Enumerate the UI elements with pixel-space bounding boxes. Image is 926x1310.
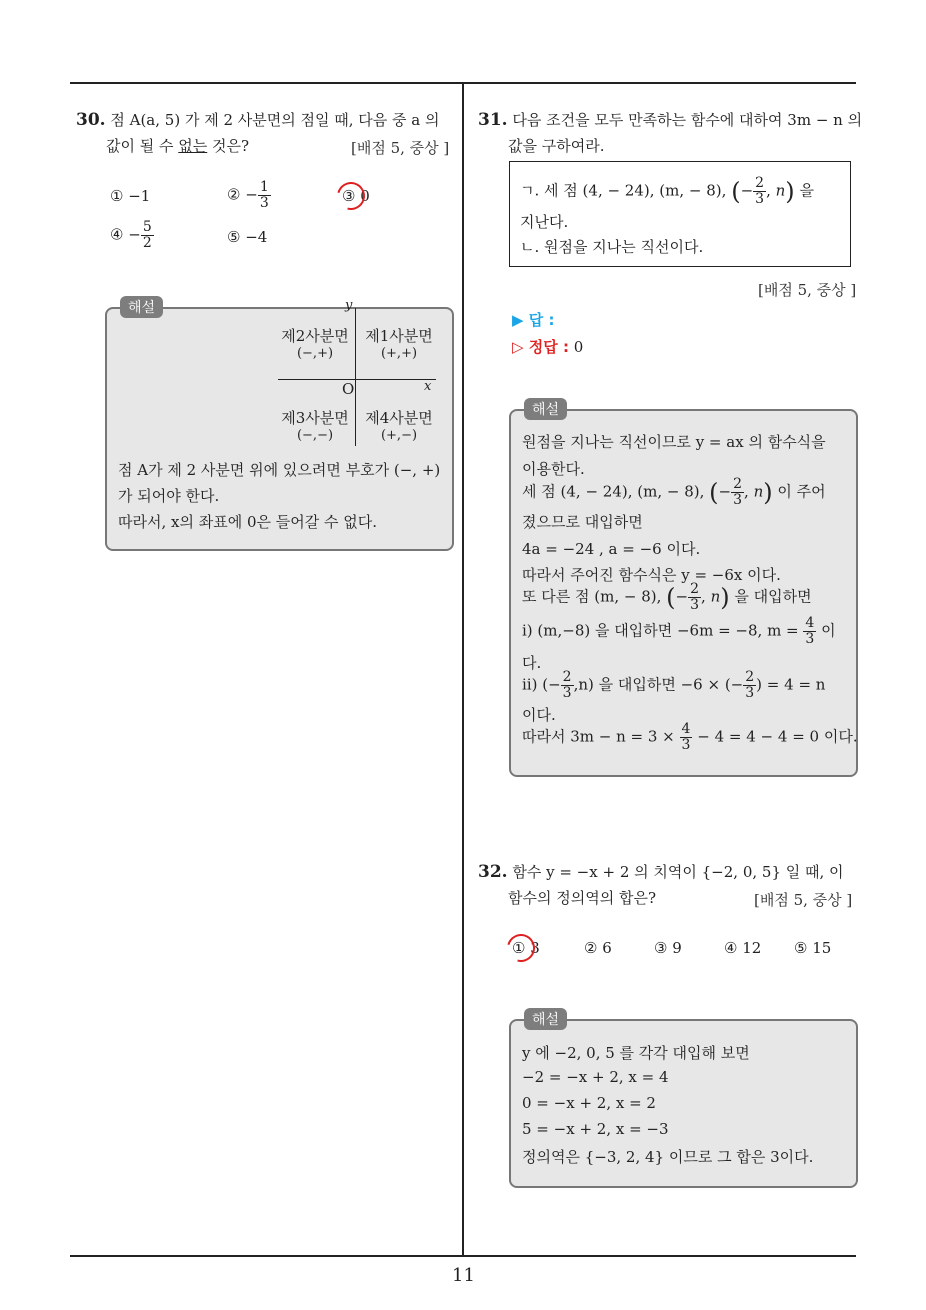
fraction: $\frac{2}{3}$ [755,175,765,207]
column-divider [462,82,464,1256]
fraction: $\frac{2}{3}$ [745,669,755,701]
q31-correct-answer: ▷ 정답 : 0 [512,338,584,356]
q32-solution-line: −2 = −x + 2, x = 4 [522,1068,669,1086]
q30-answer-circle [332,177,370,215]
q32-choice-2[interactable]: ② 6 [584,939,612,957]
q31-condition-b: ㄴ. 원점을 지나는 직선이다. [520,238,704,256]
q32-solution-line: 정의역은 {−3, 2, 4} 이므로 그 합은 3이다. [522,1148,814,1166]
diagram-q3: 제3사분면 (−,−) [281,409,349,443]
q32-choice-3[interactable]: ③ 9 [654,939,682,957]
q32-points: [배점 5, 중상 ] [754,891,853,909]
q30-choice-4[interactable]: ④ − $\frac{5}{2}$ [110,219,152,251]
diagram-x-axis [278,379,436,380]
q31-solution-line: 원점을 지나는 직선이므로 y = ax 의 함수식을 [522,433,826,451]
q30-line2: 값이 될 수 없는 것은? [106,137,250,155]
q30-solution-tag: 해설 [120,296,163,318]
fraction: $\frac{2}{3}$ [733,476,743,508]
q31-condition-a2: 지난다. [520,213,569,231]
bottom-rule [70,1255,856,1257]
fraction: $\frac{2}{3}$ [690,581,700,613]
diagram-q1: 제1사분면 (+,+) [365,327,433,361]
fraction: $\frac{1}{3}$ [259,179,269,211]
q32-choice-1[interactable]: ① 3 [512,939,540,957]
q32-block [478,861,844,882]
fraction: $\frac{2}{3}$ [562,669,572,701]
q31-line1: 다음 조건을 모두 만족하는 함수에 대하여 3m − n 의 [512,111,863,129]
q32-number: 32. [478,862,508,882]
q30-underlined-word: 없는 [178,137,208,155]
q31-solution-line: 이용한다. [522,460,585,478]
q32-solution-line: 0 = −x + 2, x = 2 [522,1094,656,1112]
q32-solution-line: y 에 −2, 0, 5 를 각각 대입해 보면 [522,1044,750,1062]
q30-solution-line: 점 A가 제 2 사분면 위에 있으려면 부호가 (−, +) [118,461,441,479]
q32-solution-line: 5 = −x + 2, x = −3 [522,1120,669,1138]
q30-line1: 점 A(a, 5) 가 제 2 사분면의 점일 때, 다음 중 a 의 [110,111,440,129]
fraction: $\frac{4}{3}$ [681,721,691,753]
q31-condition-a: ㄱ. 세 점 (4, − 24), (m, − 8), (− $\frac{2}{3}$ , n) 을 [520,175,814,207]
q31-number: 31. [478,110,508,130]
q31-answer-label: ▶ 답 : [512,311,555,329]
q31-line2: 값을 구하여라. [508,137,605,155]
q30-block [76,109,439,130]
q31-solution-line: 또 다른 점 (m, − 8), (− $\frac{2}{3}$ , n) 을 대입하면 [522,581,812,613]
diagram-q4: 제4사분면 (+,−) [365,409,433,443]
q30-choice-2[interactable]: ② − $\frac{1}{3}$ [227,179,269,211]
q30-choice-1[interactable]: ① −1 [110,187,151,205]
fraction: $\frac{5}{2}$ [142,219,152,251]
q31-solution-line: 세 점 (4, − 24), (m, − 8), (− $\frac{2}{3}$ , n) 이 주어 [522,476,826,508]
q30-solution-line: 따라서, x의 좌표에 0은 들어갈 수 없다. [118,513,378,531]
q31-points: [배점 5, 중상 ] [758,281,857,299]
q31-solution-line: ⅰ) (m,−8) 을 대입하면 −6m = −8, m = $\frac{4}{3}$ 이 [522,615,836,647]
q30-choice-3[interactable]: ③ 0 [342,187,370,205]
q30-number: 30. [76,110,106,130]
diagram-y-label: y [345,298,353,313]
q31-solution-line: ⅱ) (− $\frac{2}{3}$ ,n) 을 대입하면 −6 × (− $\frac{2}{3}$ ) = 4 = n [522,669,826,701]
q31-solution-line: 이다. [522,706,556,724]
q31-solution-tag: 해설 [524,398,567,420]
diagram-x-label: x [424,379,432,394]
q32-choice-5[interactable]: ⑤ 15 [794,939,832,957]
diagram-y-axis [355,308,356,446]
q32-choice-4[interactable]: ④ 12 [724,939,762,957]
diagram-origin: O [342,380,355,398]
page-number: 11 [452,1265,475,1286]
q31-solution-line: 다. [522,654,542,672]
diagram-q2: 제2사분면 (−,+) [281,327,349,361]
q30-choice-5[interactable]: ⑤ −4 [227,228,268,246]
q30-points: [배점 5, 중상 ] [351,139,450,157]
q32-solution-tag: 해설 [524,1008,567,1030]
fraction: $\frac{4}{3}$ [805,615,815,647]
q31-solution-line: 4a = −24 , a = −6 이다. [522,540,701,558]
q31-solution-line: 졌으므로 대입하면 [522,513,643,531]
q31-solution-line: 따라서 3m − n = 3 × $\frac{4}{3}$ − 4 = 4 − 4 = 0 이다. [522,721,858,753]
q30-solution-line: 가 되어야 한다. [118,487,220,505]
q32-line2: 함수의 정의역의 합은? [508,889,656,907]
q31-solution-line: 따라서 주어진 함수식은 y = −6x 이다. [522,566,781,584]
q32-line1: 함수 y = −x + 2 의 치역이 {−2, 0, 5} 일 때, 이 [512,863,844,881]
q31-block [478,109,862,130]
q32-answer-circle [502,929,540,967]
